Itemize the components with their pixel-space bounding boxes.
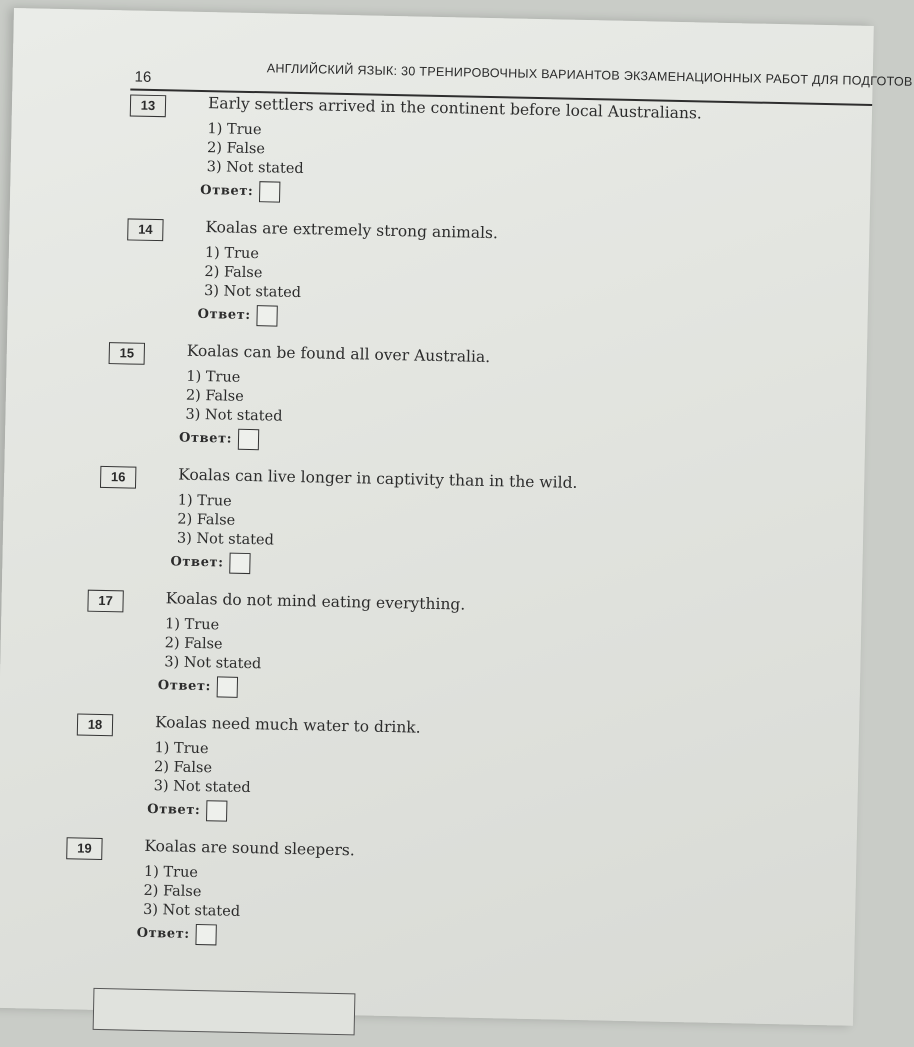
answer-row xyxy=(200,180,281,203)
question-16 xyxy=(100,464,800,571)
option-true[interactable]: 1) True xyxy=(186,368,241,386)
question-number-box: 15 xyxy=(109,342,145,365)
answer-options xyxy=(177,492,275,551)
question-17 xyxy=(88,588,788,695)
textbook-page xyxy=(0,8,913,1026)
question-number-box: 14 xyxy=(127,218,163,241)
answer-box[interactable] xyxy=(229,553,250,574)
option-not-stated[interactable]: 3) Not stated xyxy=(176,530,275,549)
next-section-box xyxy=(93,988,356,1035)
question-number-box: 19 xyxy=(66,837,102,860)
option-true[interactable]: 1) True xyxy=(143,863,199,882)
option-not-stated[interactable]: 3) Not stated xyxy=(153,778,251,797)
answer-box[interactable] xyxy=(206,800,227,821)
option-not-stated[interactable]: 3) Not stated xyxy=(164,654,262,673)
answer-row xyxy=(197,304,278,327)
question-statement: Koalas need much water to drink. xyxy=(154,713,421,737)
question-number-box: 16 xyxy=(100,466,136,489)
page-number: 16 xyxy=(134,68,152,86)
answer-options xyxy=(207,120,305,179)
option-true[interactable]: 1) True xyxy=(207,121,262,139)
answer-box[interactable] xyxy=(257,305,278,326)
option-false[interactable]: 2) False xyxy=(143,882,202,901)
answer-row xyxy=(136,923,217,946)
answer-options xyxy=(204,244,302,303)
answer-label: Ответ: xyxy=(157,678,212,695)
answer-options xyxy=(154,739,252,798)
option-not-stated[interactable]: 3) Not stated xyxy=(142,901,241,920)
option-not-stated[interactable]: 3) Not stated xyxy=(185,406,283,425)
question-19 xyxy=(67,835,767,942)
option-not-stated[interactable]: 3) Not stated xyxy=(203,283,302,302)
answer-label: Ответ: xyxy=(200,182,254,200)
answer-label: Ответ: xyxy=(170,554,224,571)
answer-row xyxy=(179,428,260,451)
question-statement: Koalas can live longer in captivity than in the wild. xyxy=(178,465,578,492)
question-statement: Koalas are sound sleepers. xyxy=(144,836,355,860)
answer-row xyxy=(158,675,239,698)
answer-box[interactable] xyxy=(259,181,280,202)
answer-options xyxy=(143,863,241,922)
question-18 xyxy=(77,711,777,819)
option-true[interactable]: 1) True xyxy=(154,740,209,758)
option-true[interactable]: 1) True xyxy=(204,245,260,263)
option-false[interactable]: 2) False xyxy=(185,387,244,405)
answer-options xyxy=(185,368,283,427)
question-number-box: 17 xyxy=(87,590,123,613)
question-number-box: 18 xyxy=(77,713,113,736)
question-statement: Koalas do not mind eating everything. xyxy=(165,589,466,614)
answer-box[interactable] xyxy=(217,676,238,697)
option-false[interactable]: 2) False xyxy=(206,140,266,158)
option-true[interactable]: 1) True xyxy=(177,492,232,510)
option-true[interactable]: 1) True xyxy=(164,616,220,634)
question-15 xyxy=(109,340,809,447)
option-false[interactable]: 2) False xyxy=(177,511,236,529)
answer-box[interactable] xyxy=(238,429,259,450)
running-title: АНГЛИЙСКИЙ ЯЗЫК: 30 ТРЕНИРОВОЧНЫХ ВАРИАНТОВ ЭКЗАМЕНАЦИОННЫХ РАБОТ ДЛЯ ПОДГОТОВ xyxy=(266,61,913,89)
option-false[interactable]: 2) False xyxy=(153,759,213,777)
option-false[interactable]: 2) False xyxy=(164,635,223,653)
question-number-box: 13 xyxy=(130,94,166,117)
answer-label: Ответ: xyxy=(197,306,251,324)
answer-row xyxy=(147,799,228,822)
question-statement: Koalas can be found all over Australia. xyxy=(186,341,491,367)
answer-options xyxy=(164,615,262,674)
option-false[interactable]: 2) False xyxy=(204,264,263,282)
question-14 xyxy=(128,216,828,324)
answer-label: Ответ: xyxy=(178,430,233,447)
question-statement: Early settlers arrived in the continent before local Australians. xyxy=(207,94,702,123)
question-statement: Koalas are extremely strong animals. xyxy=(205,218,499,243)
answer-row xyxy=(170,551,251,574)
option-not-stated[interactable]: 3) Not stated xyxy=(206,159,304,178)
answer-label: Ответ: xyxy=(136,925,190,942)
answer-label: Ответ: xyxy=(147,801,201,819)
answer-box[interactable] xyxy=(196,924,217,945)
question-13 xyxy=(130,92,830,200)
